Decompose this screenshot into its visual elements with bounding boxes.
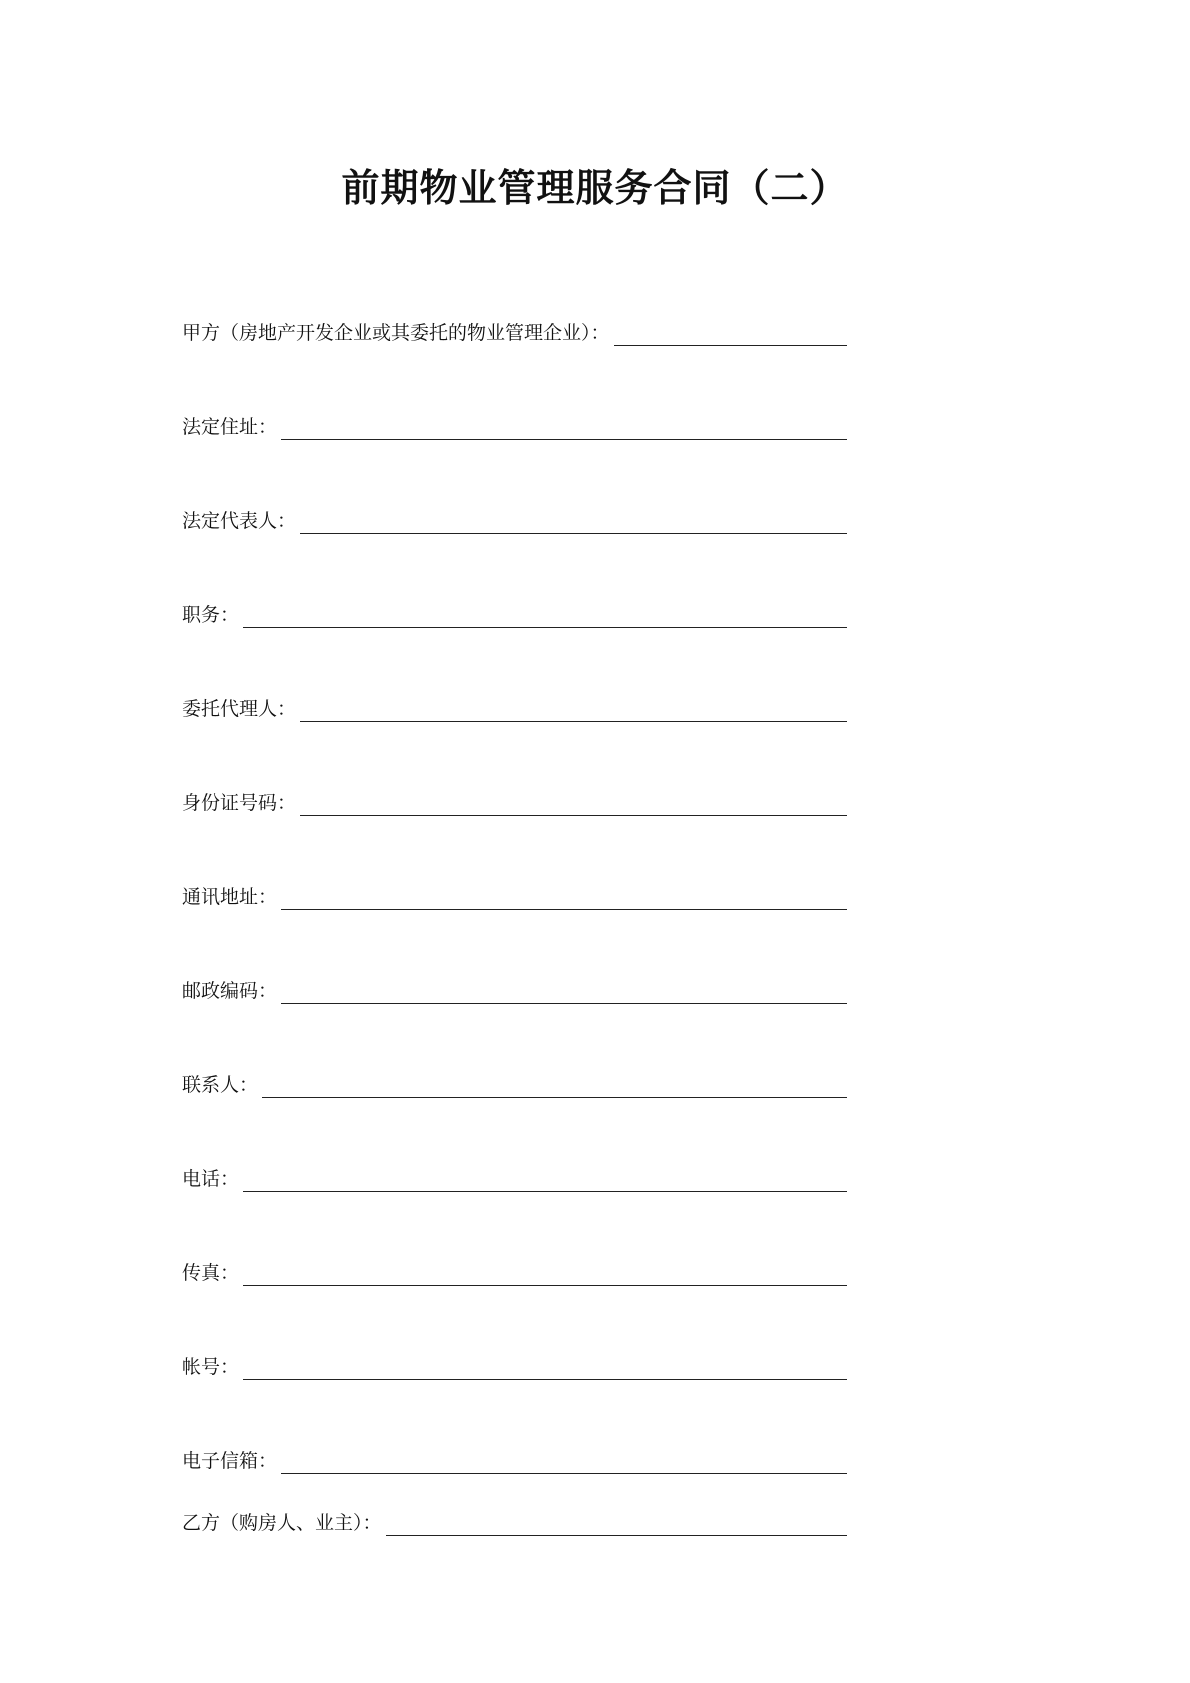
legal-representative-field [182,508,847,534]
mailing-address-label: 通讯地址： [182,886,278,908]
contact-person-label: 联系人： [182,1074,259,1096]
authorized-agent-field [182,696,847,722]
legal-address-label: 法定住址： [182,416,278,438]
email-field [182,1448,847,1474]
postal-code-label: 邮政编码： [182,980,278,1002]
account-number-field [182,1354,847,1380]
legal-address-blank[interactable] [281,419,847,440]
party-b-blank[interactable] [386,1515,847,1536]
id-number-label: 身份证号码： [182,792,297,814]
account-number-blank[interactable] [243,1359,847,1380]
account-number-label: 帐号： [182,1356,240,1378]
party-b-label: 乙方（购房人、业主）： [182,1512,382,1534]
id-number-blank[interactable] [300,795,847,816]
mailing-address-field [182,884,847,910]
phone-field [182,1166,847,1192]
position-label: 职务： [182,604,240,626]
legal-representative-label: 法定代表人： [182,510,297,532]
position-blank[interactable] [243,607,847,628]
legal-representative-blank[interactable] [300,513,847,534]
contact-person-field [182,1072,847,1098]
position-field [182,602,847,628]
phone-blank[interactable] [243,1171,847,1192]
legal-address-field [182,414,847,440]
email-label: 电子信箱： [182,1450,278,1472]
id-number-field [182,790,847,816]
document-title: 前期物业管理服务合同（二） [341,165,849,210]
party-a-blank[interactable] [614,325,847,346]
party-a-label: 甲方（房地产开发企业或其委托的物业管理企业）： [182,322,610,344]
postal-code-blank[interactable] [281,983,847,1004]
contact-person-blank[interactable] [262,1077,847,1098]
fax-field [182,1260,847,1286]
mailing-address-blank[interactable] [281,889,847,910]
authorized-agent-label: 委托代理人： [182,698,297,720]
phone-label: 电话： [182,1168,240,1190]
fax-blank[interactable] [243,1265,847,1286]
party-b-field [182,1510,847,1536]
postal-code-field [182,978,847,1004]
email-blank[interactable] [281,1453,847,1474]
party-a-field [182,320,847,346]
authorized-agent-blank[interactable] [300,701,847,722]
fax-label: 传真： [182,1262,240,1284]
